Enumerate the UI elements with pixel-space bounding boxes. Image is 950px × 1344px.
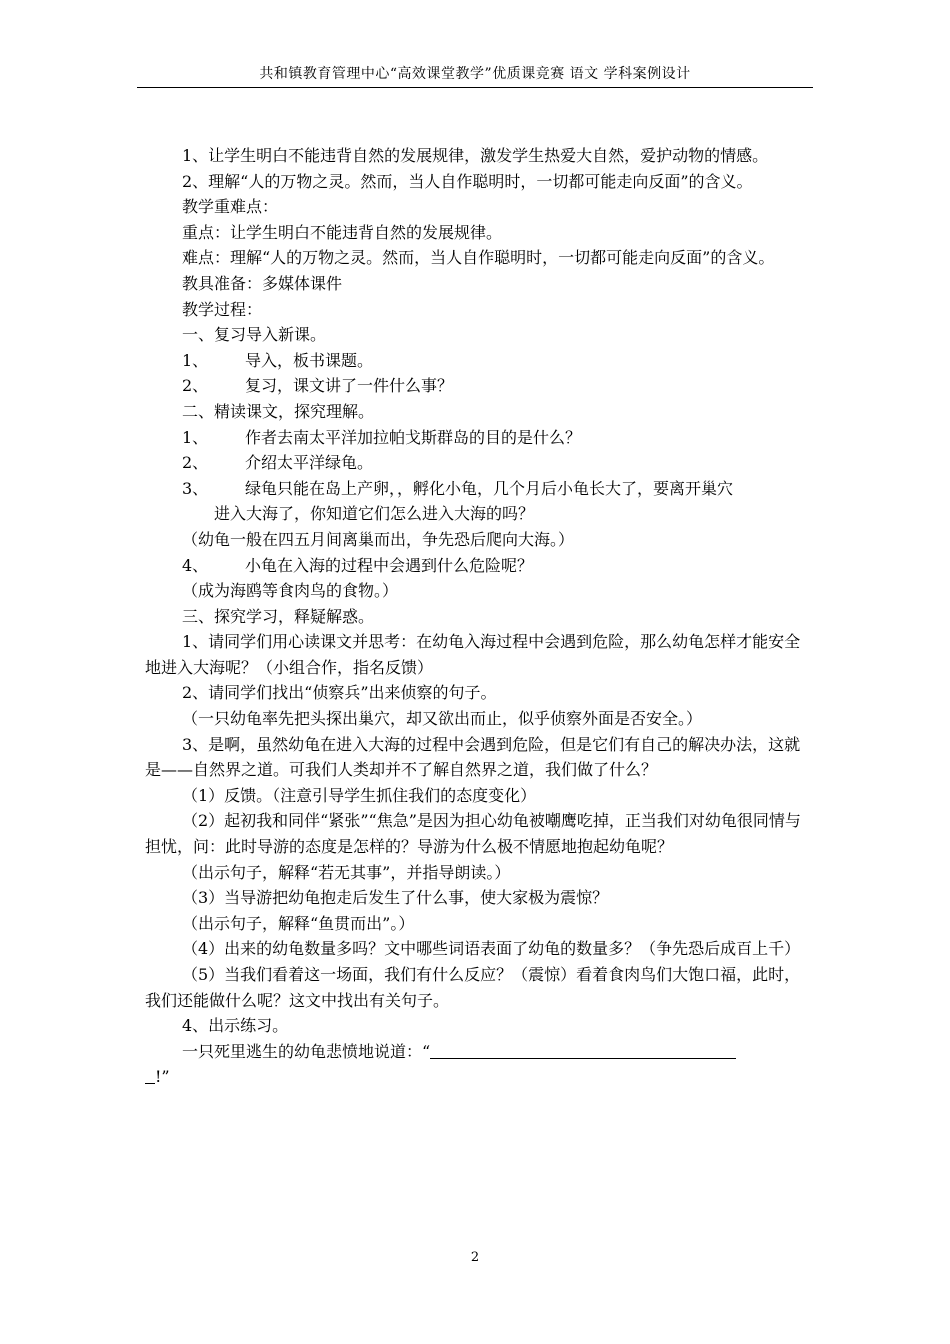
list-item <box>145 553 815 579</box>
exercise-closing: !” <box>155 1067 170 1087</box>
exercise-end <box>145 1064 815 1090</box>
list-number: 4、 <box>182 555 209 575</box>
list-item <box>145 373 815 399</box>
paragraph: 重点：让学生明白不能违背自然的发展规律。 <box>182 222 503 242</box>
list-number: 3、 <box>182 478 209 498</box>
paragraph: 教具准备：多媒体课件 <box>182 273 343 293</box>
page-header: 共和镇教育管理中心“高效课堂教学”优质课竞赛 语文 学科案例设计 <box>259 66 691 82</box>
list-number: 1、 <box>182 350 209 370</box>
section-heading: 二、精读课文，探究理解。 <box>182 401 375 421</box>
list-item <box>145 425 815 451</box>
exercise-text: 一只死里逃生的幼龟悲愤地说道：“ <box>182 1041 431 1061</box>
list-text: 绿龟只能在岛上产卵，，孵化小龟，几个月后小龟长大了，要离开巢穴 <box>245 478 734 498</box>
list-number: 2、 <box>182 453 209 473</box>
answer-note: （出示句子，解释“若无其事”，并指导朗读。） <box>182 862 511 882</box>
list-text: 小龟在入海的过程中会遇到什么危险呢？ <box>245 555 534 575</box>
fill-in-blank <box>430 1040 736 1059</box>
document-body <box>145 143 815 1090</box>
paragraph: 2、理解“人的万物之灵。然而，当人自作聪明时，一切都可能走向反面”的含义。 <box>182 171 753 191</box>
paragraph: 3、是啊，虽然幼龟在进入大海的过程中会遇到危险，但是它们有自己的解决办法，这就是——自然界之道。可我们人类却并不了解自然界之道，我们做了什么？ <box>145 734 801 780</box>
list-continuation: 进入大海了，你知道它们怎么进入大海的吗？ <box>214 504 535 524</box>
list-text: 作者去南太平洋加拉帕戈斯群岛的目的是什么？ <box>245 427 582 447</box>
list-number: 2、 <box>182 376 209 396</box>
list-item <box>145 348 815 374</box>
paragraph: 1、请同学们用心读课文并思考：在幼龟入海过程中会遇到危险，那么幼龟怎样才能安全地进入大海呢？（小组合作，指名反馈） <box>145 632 801 677</box>
list-text: 复习，课文讲了一件什么事？ <box>245 376 454 396</box>
list-item <box>145 450 815 476</box>
list-text: 导入，板书课题。 <box>245 350 374 370</box>
section-heading: 三、探究学习，释疑解惑。 <box>182 606 375 626</box>
section-heading: 一、复习导入新课。 <box>182 325 327 345</box>
paragraph: （2）起初我和同伴“紧张”“焦急”是因为担心幼龟被嘲鹰吃掉，正当我们对幼龟很同情与担忧，问：此时导游的态度是怎样的？导游为什么极不情愿地抱起幼龟呢？ <box>145 811 801 857</box>
fill-in-blank <box>145 1065 155 1084</box>
exercise-prompt <box>145 1039 815 1065</box>
list-text: 介绍太平洋绿龟。 <box>245 453 374 473</box>
list-number: 1、 <box>182 427 209 447</box>
header-divider <box>137 87 813 88</box>
paragraph: （4）出来的幼龟数量多吗？文中哪些词语表面了幼龟的数量多？（争先恐后成百上千） <box>182 939 801 959</box>
paragraph: 难点：理解“人的万物之灵。然而，当人自作聪明时，一切都可能走向反面”的含义。 <box>182 248 775 268</box>
section-heading: 4、出示练习。 <box>182 1016 289 1036</box>
page-number: 2 <box>470 1250 480 1265</box>
paragraph: （3）当导游把幼龟抱走后发生了什么事，使大家极为震惊？ <box>182 888 609 908</box>
paragraph: 1、让学生明白不能违背自然的发展规律，激发学生热爱大自然，爱护动物的情感。 <box>182 146 769 165</box>
paragraph: （5）当我们看着这一场面，我们有什么反应？（震惊）看着食肉鸟们大饱口福，此时，我们还能做什么呢？这文中找出有关句子。 <box>145 965 801 1010</box>
answer-note: （出示句子，解释“鱼贯而出”。） <box>182 913 415 933</box>
answer-note: （成为海鸥等食肉鸟的食物。） <box>182 581 399 601</box>
answer-note: （幼龟一般在四五月间离巢而出，争先恐后爬向大海。） <box>182 529 575 549</box>
list-item <box>145 476 815 502</box>
section-heading: 教学过程： <box>182 299 263 319</box>
section-heading: 教学重难点： <box>182 197 279 217</box>
answer-note: （一只幼龟率先把头探出巢穴，却又欲出而止，似乎侦察外面是否安全。） <box>182 709 703 729</box>
paragraph: 2、请同学们找出“侦察兵”出来侦察的句子。 <box>182 683 497 703</box>
paragraph: （1）反馈。（注意引导学生抓住我们的态度变化） <box>182 785 537 805</box>
